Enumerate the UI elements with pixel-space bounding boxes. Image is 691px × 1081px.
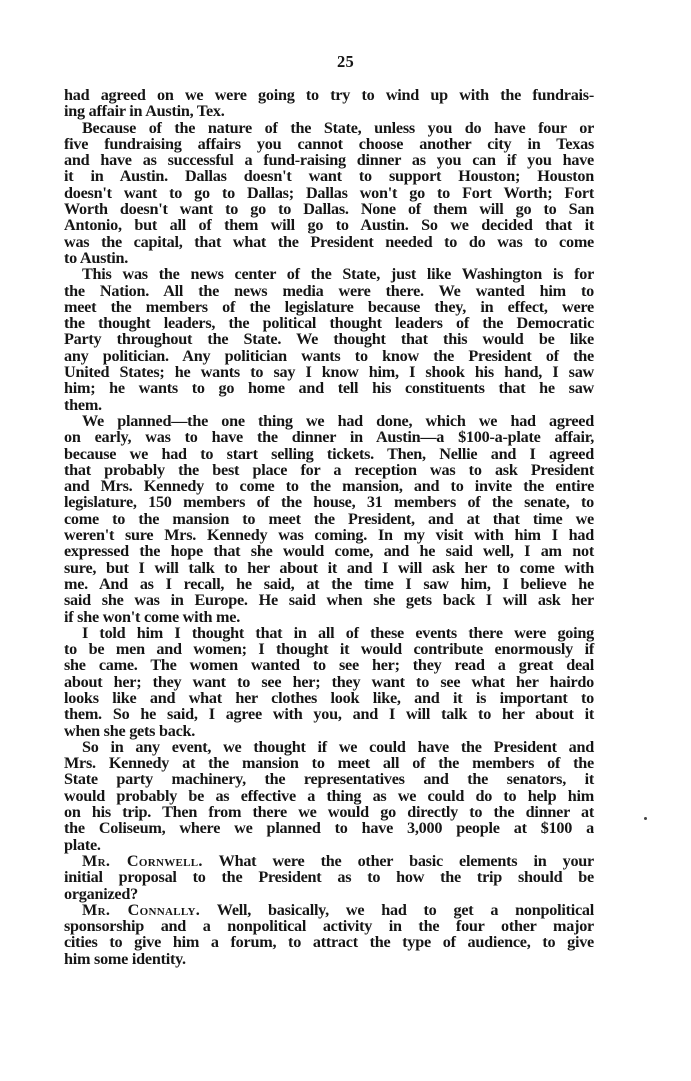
paragraph xyxy=(64,266,594,413)
text-line: because we had to start selling tickets. Then, Nellie and I agreed xyxy=(64,444,594,463)
text-line: ing affair in Austin, Tex. xyxy=(64,102,225,121)
text-line: State party machinery, the representatives and the senators, it xyxy=(64,770,594,789)
paragraph xyxy=(64,87,594,120)
text-line: when she gets back. xyxy=(64,721,196,740)
paragraph xyxy=(64,739,594,853)
text-line: the Nation. All the news media were there. We wanted him to xyxy=(64,281,594,300)
text-line: sure, but I will talk to her about it and I will ask her to come with xyxy=(64,558,594,577)
text-line: We planned—the one thing we had done, which we had agreed xyxy=(82,411,594,430)
text-line: initial proposal to the President as to how the trip should be xyxy=(64,868,594,887)
text-line: to be men and women; I thought it would contribute enormously if xyxy=(64,640,594,659)
text-line: expressed the hope that she would come, and he said well, I am not xyxy=(64,542,594,561)
speaker-name: Mr. Connally. xyxy=(82,900,201,919)
paragraph xyxy=(64,902,594,967)
text-line: had agreed on we were going to try to wind up with the fundrais- xyxy=(64,86,594,104)
text-line: the thought leaders, the political thought leaders of the Democratic xyxy=(64,314,594,333)
text-line: Worth doesn't want to go to Dallas. None of them will go to San xyxy=(64,200,594,219)
text-line: So in any event, we thought if we could have the President and xyxy=(82,737,594,756)
text-line: plate. xyxy=(64,835,101,854)
paragraph xyxy=(64,120,594,267)
text-line: come to the mansion to meet the President, and at that time we xyxy=(64,509,594,528)
text-line: and have as successful a fund-raising dinner as you can if you have xyxy=(64,151,594,170)
text-line: any politician. Any politician wants to know the President of the xyxy=(64,346,594,365)
text-line: United States; he wants to say I know him, I shook his hand, I saw xyxy=(64,363,594,382)
text-line: weren't sure Mrs. Kennedy was coming. In my visit with him I had xyxy=(64,526,594,545)
text-line: Party throughout the State. We thought that this would be like xyxy=(64,330,594,349)
text-line: five fundraising affairs you cannot choose another city in Texas xyxy=(64,134,594,153)
text-line: to Austin. xyxy=(64,248,129,267)
speaker-name: Mr. Cornwell. xyxy=(82,851,203,870)
paragraph xyxy=(64,413,594,625)
text-line: on his trip. Then from there we would go directly to the dinner at xyxy=(64,803,594,822)
text-line: would probably be as effective a thing as we could do to help him xyxy=(64,786,594,805)
text-line: Because of the nature of the State, unless you do have four or xyxy=(82,118,594,137)
text-line: me. And as I recall, he said, at the time I saw him, I believe he xyxy=(64,574,594,593)
body-text xyxy=(64,87,594,967)
paragraph xyxy=(64,853,594,902)
text-line: This was the news center of the State, just like Washington is for xyxy=(82,265,594,284)
text-line: was the capital, that what the President needed to do was to come xyxy=(64,232,594,251)
text-line: it in Austin. Dallas doesn't want to support Houston; Houston xyxy=(64,167,594,186)
text-line: meet the members of the legislature because they, in effect, were xyxy=(64,297,594,316)
page-number: 25 xyxy=(337,52,354,71)
text-line: on early, was to have the dinner in Austin—a $100-a-plate affair, xyxy=(64,428,594,447)
text-line: him some identity. xyxy=(64,949,186,968)
text-line: Mrs. Kennedy at the mansion to meet all of the members of the xyxy=(64,754,594,773)
text-line: said she was in Europe. He said when she gets back I will ask her xyxy=(64,591,594,610)
text-line xyxy=(64,902,594,918)
text-line: that probably the best place for a reception was to ask President xyxy=(64,460,594,479)
text-line: legislature, 150 members of the house, 31 members of the senate, to xyxy=(64,493,594,512)
text-line: she came. The women wanted to see her; they read a great deal xyxy=(64,656,594,675)
speaker-text: Well, basically, we had to get a nonpolitical xyxy=(200,900,595,919)
scan-speck xyxy=(644,817,647,820)
text-line: looks like and what her clothes look like, and it is important to xyxy=(64,688,594,707)
text-line: I told him I thought that in all of these events there were going xyxy=(82,623,594,642)
text-line: Antonio, but all of them will go to Austin. So we decided that it xyxy=(64,216,594,235)
paragraph xyxy=(64,625,594,739)
text-line: the Coliseum, where we planned to have 3,000 people at $100 a xyxy=(64,819,594,838)
text-line: if she won't come with me. xyxy=(64,607,241,626)
text-line: organized? xyxy=(64,884,138,903)
text-line: doesn't want to go to Dallas; Dallas won't go to Fort Worth; Fort xyxy=(64,183,594,202)
text-line: sponsorship and a nonpolitical activity in the four other major xyxy=(64,917,594,936)
text-line: about her; they want to see her; they want to see what her hairdo xyxy=(64,672,594,691)
text-line: and Mrs. Kennedy to come to the mansion, and to invite the entire xyxy=(64,477,594,496)
text-line: them. xyxy=(64,395,102,414)
text-line xyxy=(64,853,594,869)
speaker-text: What were the other basic elements in your xyxy=(202,851,594,870)
text-line: him; he wants to go home and tell his constituents that he saw xyxy=(64,379,594,398)
text-line: them. So he said, I agree with you, and I will talk to her about it xyxy=(64,705,594,724)
text-line: cities to give him a forum, to attract the type of audience, to give xyxy=(64,933,594,952)
